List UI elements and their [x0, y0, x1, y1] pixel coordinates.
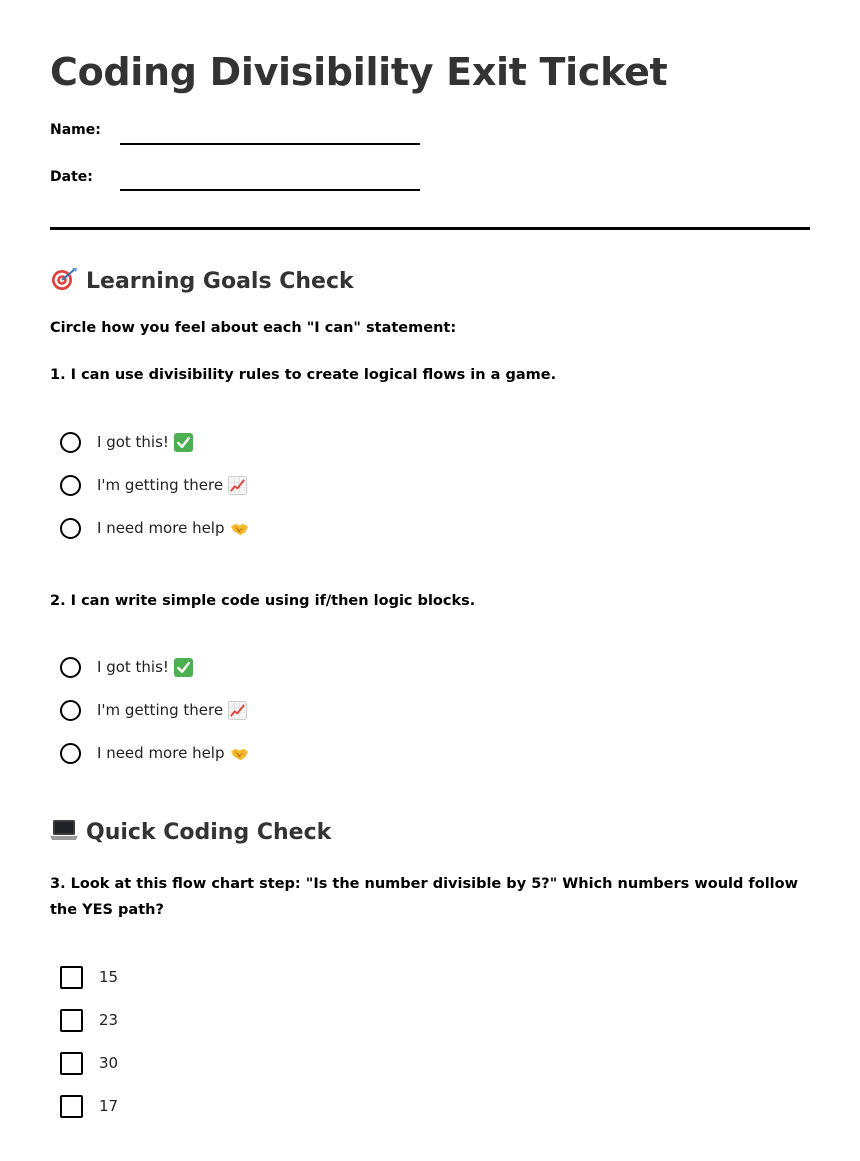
q2-option-got-this[interactable]	[60, 654, 193, 680]
option-label: I'm getting there	[97, 701, 224, 719]
option-label: 17	[99, 1097, 119, 1115]
learning-instruction: Circle how you feel about each "I can" statement:	[50, 320, 457, 336]
handshake-icon	[230, 744, 249, 763]
q3-option-30[interactable]	[60, 1050, 118, 1076]
q2-option-getting-there[interactable]	[60, 697, 247, 723]
q3-option-15[interactable]	[60, 964, 118, 990]
radio-button[interactable]	[60, 432, 81, 453]
chart-increasing-icon	[228, 701, 247, 720]
option-label: I'm getting there	[97, 476, 224, 494]
option-label: I got this!	[97, 658, 169, 676]
q3-option-23[interactable]	[60, 1007, 118, 1033]
radio-button[interactable]	[60, 475, 81, 496]
checkbox[interactable]	[60, 1009, 83, 1032]
coding-check-heading	[50, 818, 331, 845]
coding-check-title: Quick Coding Check	[86, 820, 332, 845]
option-label: I need more help	[97, 519, 225, 537]
handshake-icon	[230, 519, 249, 538]
name-label: Name:	[50, 122, 101, 138]
learning-goals-title: Learning Goals Check	[86, 269, 354, 294]
name-field[interactable]	[120, 143, 420, 145]
question-2: 2. I can write simple code using if/then logic blocks.	[50, 593, 476, 609]
radio-button[interactable]	[60, 700, 81, 721]
question-3: 3. Look at this flow chart step: "Is the number divisible by 5?" Which numbers would follow the YES path?	[50, 876, 798, 918]
date-label: Date:	[50, 169, 93, 185]
q3-option-17[interactable]	[60, 1093, 118, 1119]
header-divider	[50, 227, 810, 230]
checkbox[interactable]	[60, 1095, 83, 1118]
q1-option-got-this[interactable]	[60, 429, 193, 455]
check-mark-icon	[174, 433, 193, 452]
option-label: 23	[99, 1011, 119, 1029]
target-dart-icon	[50, 267, 78, 291]
check-mark-icon	[174, 658, 193, 677]
date-field[interactable]	[120, 189, 420, 191]
laptop-icon	[50, 818, 78, 842]
radio-button[interactable]	[60, 743, 81, 764]
radio-button[interactable]	[60, 518, 81, 539]
learning-goals-heading	[50, 267, 354, 294]
option-label: 15	[99, 968, 119, 986]
q1-option-getting-there[interactable]	[60, 472, 247, 498]
checkbox[interactable]	[60, 1052, 83, 1075]
chart-increasing-icon	[228, 476, 247, 495]
option-label: I got this!	[97, 433, 169, 451]
option-label: 30	[99, 1054, 119, 1072]
q2-option-need-help[interactable]	[60, 740, 249, 766]
q1-option-need-help[interactable]	[60, 515, 249, 541]
page-title: Coding Divisibility Exit Ticket	[50, 50, 668, 94]
radio-button[interactable]	[60, 657, 81, 678]
checkbox[interactable]	[60, 966, 83, 989]
option-label: I need more help	[97, 744, 225, 762]
question-1: 1. I can use divisibility rules to create logical flows in a game.	[50, 367, 557, 383]
